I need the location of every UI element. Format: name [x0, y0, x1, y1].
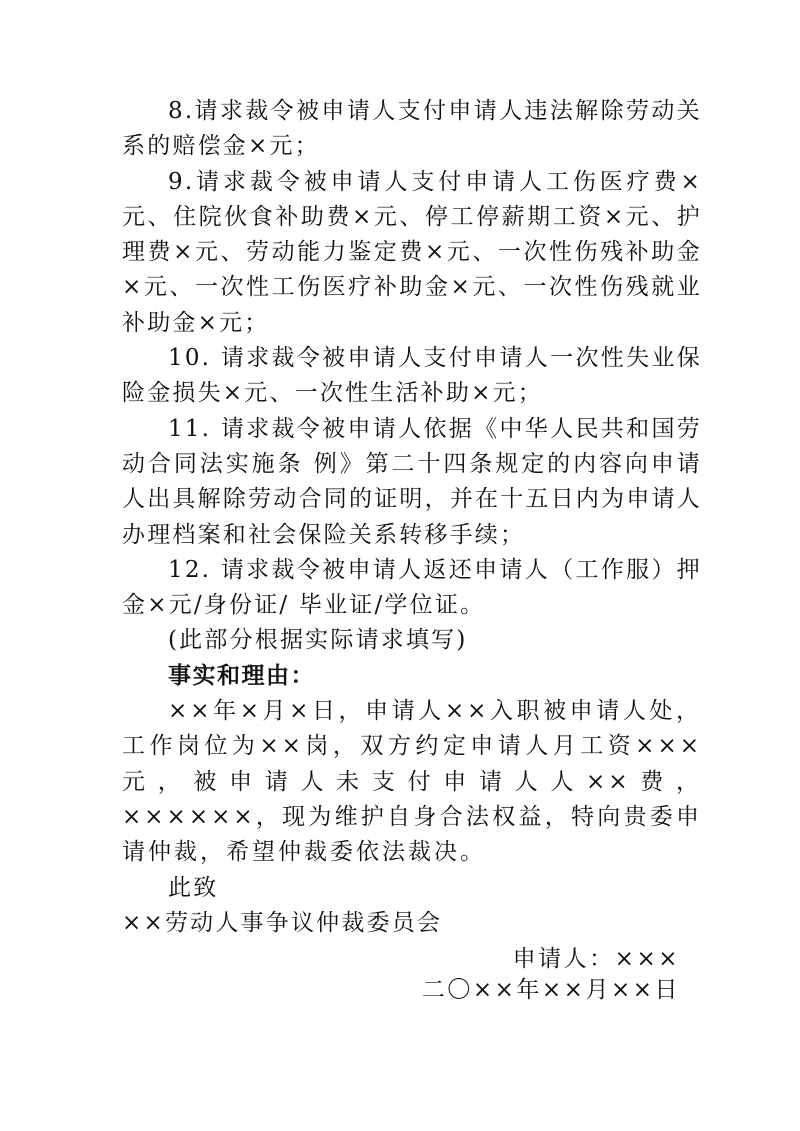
applicant-signature-line: 申请人：××× [512, 946, 680, 972]
facts-paragraph: ××年×月×日，申请人××入职被申请人处，工作岗位为××岗，双方约定申请人月工资×××元，被申请人未支付申请人人××费，××××××，现为维护自身合法权益，特向贵委申请仲裁，希望仲裁委依法裁决。 [122, 698, 702, 866]
fill-in-note: (此部分根据实际请求填写) [168, 627, 468, 654]
request-item-9: 9.请求裁令被申请人支付申请人工伤医疗费×元、住院伙食补助费×元、停工停薪期工资×元、护理费×元、劳动能力鉴定费×元、一次性伤残补助金×元、一次性工伤医疗补助金×元、一次性伤残就业补助金×元； [122, 168, 702, 336]
facts-heading: 事实和理由： [168, 662, 315, 689]
date-line: 二〇××年××月××日 [421, 977, 680, 1003]
closing-salutation: 此致 [168, 874, 219, 901]
request-item-8: 8.请求裁令被申请人支付申请人违法解除劳动关系的赔偿金×元； [122, 98, 702, 160]
document-body [122, 94, 702, 941]
addressee: ××劳动人事争议仲裁委员会 [122, 909, 443, 936]
request-item-10: 10. 请求裁令被申请人支付申请人一次性失业保险金损失×元、一次性生活补助×元； [122, 345, 702, 407]
request-item-12: 12. 请求裁令被申请人返还申请人（工作服）押金×元/身份证/ 毕业证/学位证。 [122, 556, 702, 619]
request-item-11: 11. 请求裁令被申请人依据《中华人民共和国劳动合同法实施条 例》第二十四条规定的内容向申请人出具解除劳动合同的证明，并在十五日内为申请人办理档案和社会保险关系转移手续； [122, 415, 702, 548]
